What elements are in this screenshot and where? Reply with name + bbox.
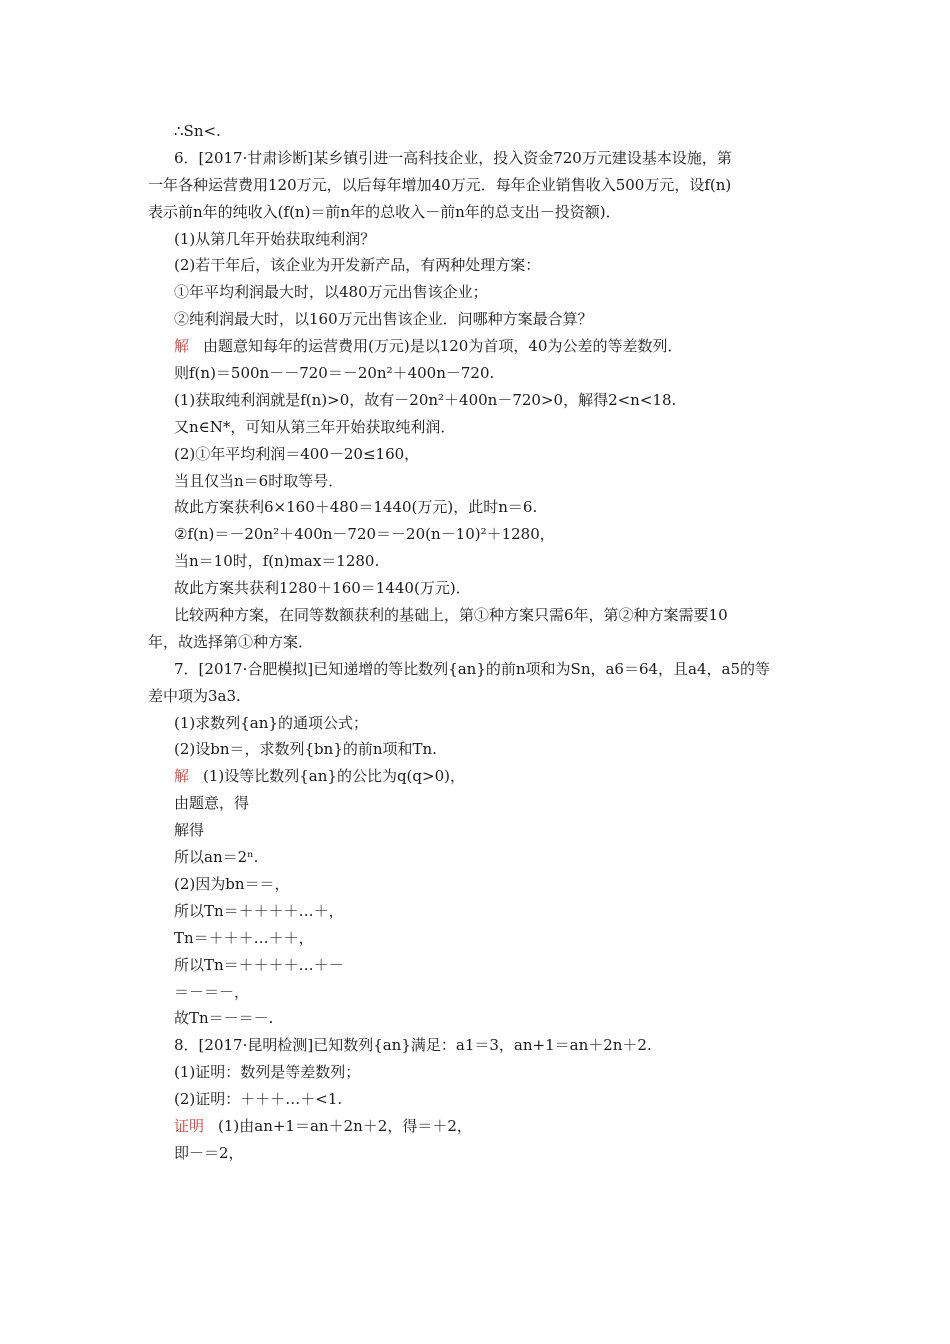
line-text: 解得 — [174, 821, 205, 840]
line-text: 所以Tn＝＋＋＋＋…＋－ — [174, 955, 344, 974]
text-line — [148, 1086, 814, 1113]
text-line — [148, 172, 814, 199]
text-line — [148, 683, 814, 710]
text-line — [148, 118, 814, 145]
text-line — [148, 925, 814, 952]
solution-label: 证明 — [174, 1116, 205, 1135]
text-line — [148, 226, 814, 253]
text-line — [148, 145, 814, 172]
line-text: 比较两种方案，在同等数额获利的基础上，第①种方案只需6年，第②种方案需要10 — [174, 606, 728, 625]
line-text: 故此方案获利6×160＋480＝1440(万元)，此时n＝6. — [174, 498, 538, 517]
line-text: (1)求数列{an}的通项公式； — [174, 713, 368, 732]
text-line — [148, 656, 814, 683]
line-text: 即－＝2， — [174, 1143, 244, 1162]
line-text: 当n＝10时，f(n)max＝1280. — [174, 552, 380, 571]
line-text: 差中项为3a3. — [148, 686, 241, 705]
line-text: 故Tn＝－＝－. — [174, 1009, 274, 1028]
line-text: 6．[2017·甘肃诊断]某乡镇引进一高科技企业，投入资金720万元建设基本设施，第 — [174, 148, 732, 167]
text-line — [148, 575, 814, 602]
line-text: 表示前n年的纯收入(f(n)＝前n年的总收入－前n年的总支出－投资额)． — [148, 202, 621, 221]
text-line — [148, 898, 814, 925]
text-line — [148, 414, 814, 441]
line-text: ∴Sn<. — [174, 122, 221, 140]
line-text: (1)由an+1＝an＋2n＋2，得＝＋2， — [218, 1116, 472, 1135]
solution-label: 解 — [174, 337, 190, 356]
text-line — [148, 763, 814, 790]
line-text: ②纯利润最大时，以160万元出售该企业．问哪种方案最合算？ — [174, 310, 593, 329]
line-text: (1)从第几年开始获取纯利润？ — [174, 229, 376, 248]
text-line — [148, 494, 814, 521]
text-line — [148, 306, 814, 333]
text-line — [148, 1032, 814, 1059]
text-line — [148, 387, 814, 414]
text-line — [148, 871, 814, 898]
line-text: 由题意，得 — [174, 794, 250, 813]
line-text: ①年平均利润最大时，以480万元出售该企业； — [174, 283, 488, 302]
line-text: 一年各种运营费用120万元，以后每年增加40万元．每年企业销售收入500万元，设f(n) — [148, 175, 732, 194]
line-text: (1)证明：数列是等差数列； — [174, 1063, 361, 1082]
text-line — [148, 279, 814, 306]
line-text: (1)获取纯利润就是f(n)>0，故有－20n²＋400n－720>0，解得2<n<18. — [174, 390, 677, 409]
text-line — [148, 710, 814, 737]
line-text: (2)因为bn＝＝， — [174, 874, 290, 893]
text-line — [148, 468, 814, 495]
line-text: (2)若干年后，该企业为开发新产品，有两种处理方案： — [174, 256, 541, 275]
text-line — [148, 817, 814, 844]
line-text: 所以Tn＝＋＋＋＋…＋， — [174, 901, 344, 920]
line-text: ②f(n)＝－20n²＋400n－720＝－20(n－10)²＋1280， — [174, 525, 555, 544]
line-text: 8．[2017·昆明检测]已知数列{an}满足：a1＝3，an+1＝an＋2n＋2. — [174, 1036, 652, 1055]
text-line — [148, 1005, 814, 1032]
line-text: (2)①年平均利润＝400－20≤160， — [174, 444, 420, 463]
line-text: 年，故选择第①种方案． — [148, 632, 314, 651]
line-text: 故此方案共获利1280＋160＝1440(万元)． — [174, 579, 471, 598]
line-text: (1)设等比数列{an}的公比为q(q>0)， — [203, 767, 465, 786]
text-line — [148, 333, 814, 360]
document-body — [148, 118, 814, 1167]
text-line — [148, 790, 814, 817]
line-text: 由题意知每年的运营费用(万元)是以120为首项，40为公差的等差数列． — [203, 337, 683, 356]
text-line — [148, 199, 814, 226]
line-text: (2)证明：＋＋＋…＋<1. — [174, 1090, 343, 1109]
text-line — [148, 252, 814, 279]
line-text: 则f(n)＝500n－－720＝－20n²＋400n－720. — [174, 364, 495, 383]
line-text: 所以an＝2ⁿ. — [174, 848, 259, 867]
solution-label: 解 — [174, 767, 190, 786]
text-line — [148, 360, 814, 387]
text-line — [148, 1059, 814, 1086]
line-text: Tn＝＋＋＋…＋＋， — [174, 928, 314, 947]
line-text: 当且仅当n＝6时取等号． — [174, 471, 344, 490]
text-line — [148, 629, 814, 656]
text-line — [148, 521, 814, 548]
text-line — [148, 952, 814, 979]
text-line — [148, 548, 814, 575]
text-line — [148, 602, 814, 629]
text-line — [148, 979, 814, 1006]
line-text: ＝－＝－， — [174, 982, 250, 1001]
text-line — [148, 1140, 814, 1167]
line-text: (2)设bn＝，求数列{bn}的前n项和Tn. — [174, 740, 437, 759]
text-line — [148, 844, 814, 871]
line-text: 7．[2017·合肥模拟]已知递增的等比数列{an}的前n项和为Sn，a6＝64，且a4，a5的等 — [174, 659, 771, 678]
text-line — [148, 1113, 814, 1140]
line-text: 又n∈N*，可知从第三年开始获取纯利润． — [174, 417, 456, 436]
text-line — [148, 441, 814, 468]
text-line — [148, 736, 814, 763]
